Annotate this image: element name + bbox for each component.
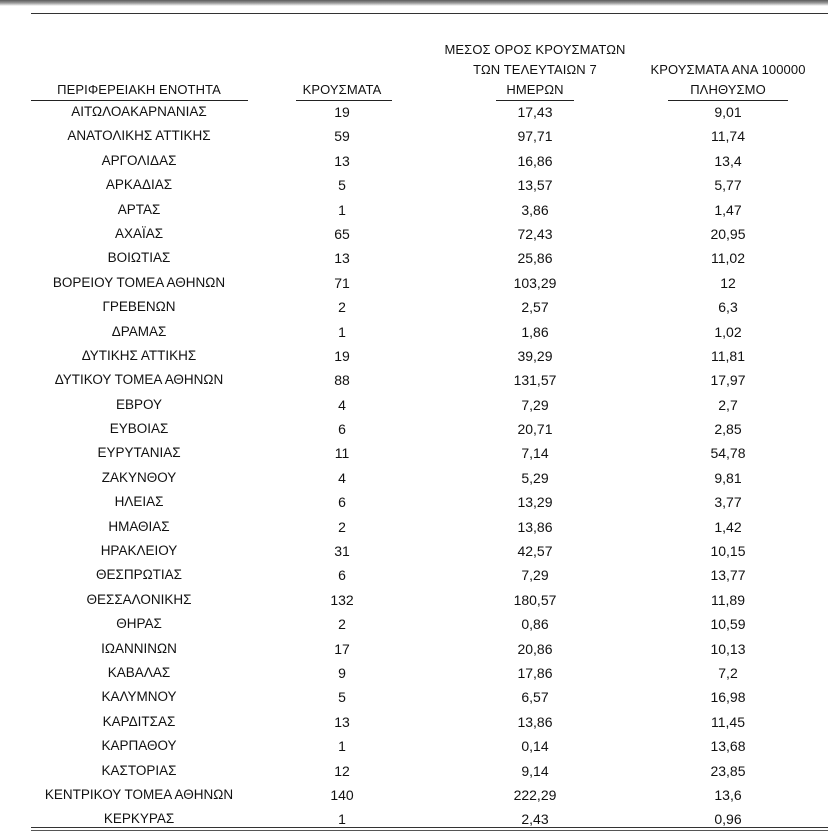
cell-region: ΑΡΚΑΔΙΑΣ xyxy=(105,177,173,193)
table-row xyxy=(0,442,828,466)
table-row xyxy=(0,662,828,686)
table-row xyxy=(0,589,828,613)
cell-per100k: 13,77 xyxy=(710,567,746,584)
cell-per100k: 17,97 xyxy=(710,372,746,389)
header-cases: ΚΡΟΥΣΜΑΤΑ xyxy=(302,82,382,97)
table-row xyxy=(0,735,828,759)
cell-per100k: 13,4 xyxy=(714,152,742,169)
cell-region: ΖΑΚΥΝΘΟΥ xyxy=(101,469,177,485)
header-per100k-line1: ΚΡΟΥΣΜΑΤΑ ΑΝΑ 100000 xyxy=(650,62,806,77)
cell-cases: 31 xyxy=(334,543,350,560)
cell-per100k: 16,98 xyxy=(710,689,746,706)
cell-avg7: 97,71 xyxy=(517,128,553,145)
cell-per100k: 20,95 xyxy=(710,225,746,242)
cell-cases: 2 xyxy=(338,616,346,633)
cell-cases: 2 xyxy=(338,518,346,535)
cell-cases: 19 xyxy=(334,104,350,120)
cell-avg7: 5,29 xyxy=(521,469,549,486)
cell-avg7: 42,57 xyxy=(517,543,553,560)
table-bottom-rule xyxy=(31,827,828,828)
table-row xyxy=(0,101,828,125)
cell-per100k: 5,77 xyxy=(714,177,742,194)
cell-avg7: 222,29 xyxy=(513,786,557,803)
header-avg7-line2: ΤΩΝ ΤΕΛΕΥΤΑΙΩΝ 7 xyxy=(473,62,597,77)
cell-cases: 5 xyxy=(338,689,346,706)
table-row xyxy=(0,369,828,393)
cell-cases: 4 xyxy=(338,469,346,486)
cell-per100k: 1,42 xyxy=(714,518,742,535)
cell-region: ΑΡΤΑΣ xyxy=(117,201,161,217)
cell-region: ΚΑΣΤΟΡΙΑΣ xyxy=(101,762,177,778)
cell-per100k: 11,81 xyxy=(711,347,745,364)
cell-region: ΙΩΑΝΝΙΝΩΝ xyxy=(101,640,177,656)
table-row xyxy=(0,296,828,320)
cell-cases: 12 xyxy=(334,762,350,779)
table-row xyxy=(0,760,828,784)
cell-avg7: 72,43 xyxy=(517,225,553,242)
table-body xyxy=(0,101,828,832)
table-row xyxy=(0,394,828,418)
cell-per100k: 1,02 xyxy=(714,323,742,340)
table-row xyxy=(0,516,828,540)
cell-region: ΚΑΡΔΙΤΣΑΣ xyxy=(102,713,176,729)
table-top-rule xyxy=(31,13,828,14)
cell-avg7: 7,29 xyxy=(521,567,549,584)
cell-avg7: 0,86 xyxy=(521,616,549,633)
cell-cases: 140 xyxy=(330,786,354,803)
cell-per100k: 11,74 xyxy=(711,128,745,145)
cell-region: ΕΥΒΟΙΑΣ xyxy=(109,421,169,437)
cell-region: ΚΕΝΤΡΙΚΟΥ ΤΟΜΕΑ ΑΘΗΝΩΝ xyxy=(44,786,234,802)
cell-region: ΗΡΑΚΛΕΙΟΥ xyxy=(100,543,178,559)
header-region: ΠΕΡΙΦΕΡΕΙΑΚΗ ΕΝΟΤΗΤΑ xyxy=(57,82,221,97)
cell-per100k: 12 xyxy=(720,274,736,291)
cell-region: ΘΕΣΣΑΛΟΝΙΚΗΣ xyxy=(86,591,192,607)
table-row xyxy=(0,223,828,247)
cell-cases: 6 xyxy=(338,494,346,511)
cell-region: ΕΒΡΟΥ xyxy=(115,396,163,412)
cell-cases: 88 xyxy=(334,372,350,389)
cell-cases: 71 xyxy=(334,274,350,291)
header-avg7 xyxy=(430,40,640,100)
cell-avg7: 103,29 xyxy=(513,274,557,291)
cell-cases: 13 xyxy=(334,713,350,730)
table-row xyxy=(0,247,828,271)
table-row xyxy=(0,686,828,710)
cell-avg7: 39,29 xyxy=(517,347,553,364)
cell-avg7: 6,57 xyxy=(521,689,549,706)
cell-avg7: 131,57 xyxy=(513,372,557,389)
header-avg7-line1: ΜΕΣΟΣ ΟΡΟΣ ΚΡΟΥΣΜΑΤΩΝ xyxy=(444,42,626,57)
table-row xyxy=(0,784,828,808)
table-row xyxy=(0,638,828,662)
cell-cases: 6 xyxy=(338,421,346,438)
cell-avg7: 2,57 xyxy=(521,299,549,316)
cell-cases: 1 xyxy=(338,738,346,755)
cell-per100k: 0,96 xyxy=(714,811,742,828)
cell-region: ΘΕΣΠΡΩΤΙΑΣ xyxy=(95,567,183,583)
cell-avg7: 17,86 xyxy=(517,664,553,681)
cell-avg7: 1,86 xyxy=(521,323,549,340)
table-row xyxy=(0,321,828,345)
cell-cases: 9 xyxy=(338,664,346,681)
cell-cases: 4 xyxy=(338,396,346,413)
cell-cases: 11 xyxy=(334,445,350,462)
cell-region: ΔΥΤΙΚΟΥ ΤΟΜΕΑ ΑΘΗΝΩΝ xyxy=(54,372,224,388)
cell-per100k: 7,2 xyxy=(718,664,738,681)
header-per100k-line2: ΠΛΗΘΥΣΜΟ xyxy=(690,82,766,97)
window-top-edge xyxy=(0,0,828,6)
cell-avg7: 2,43 xyxy=(521,811,549,828)
cell-per100k: 10,15 xyxy=(710,543,746,560)
cell-cases: 17 xyxy=(334,640,350,657)
table-header xyxy=(0,36,828,100)
cell-region: ΕΥΡΥΤΑΝΙΑΣ xyxy=(97,445,181,461)
cell-avg7: 7,14 xyxy=(521,445,549,462)
cell-per100k: 13,68 xyxy=(710,738,746,755)
cell-cases: 19 xyxy=(334,347,350,364)
cell-cases: 59 xyxy=(334,128,350,145)
table-row xyxy=(0,613,828,637)
cell-per100k: 11,45 xyxy=(711,713,745,730)
cell-per100k: 13,6 xyxy=(714,786,742,803)
cell-per100k: 54,78 xyxy=(710,445,746,462)
header-avg7-line3: ΗΜΕΡΩΝ xyxy=(506,82,564,97)
cell-region: ΔΡΑΜΑΣ xyxy=(111,323,167,339)
cell-cases: 5 xyxy=(338,177,346,194)
cell-region: ΑΝΑΤΟΛΙΚΗΣ ΑΤΤΙΚΗΣ xyxy=(67,128,211,144)
cell-per100k: 2,7 xyxy=(718,396,738,413)
cell-per100k: 11,89 xyxy=(711,591,745,608)
cell-region: ΑΡΓΟΛΙΔΑΣ xyxy=(101,152,177,168)
cell-region: ΓΡΕΒΕΝΩΝ xyxy=(102,299,176,315)
cell-per100k: 11,02 xyxy=(711,250,745,267)
cell-cases: 2 xyxy=(338,299,346,316)
table-row xyxy=(0,418,828,442)
cell-per100k: 10,13 xyxy=(710,640,746,657)
cell-cases: 65 xyxy=(334,225,350,242)
cell-avg7: 13,86 xyxy=(517,713,553,730)
cell-region: ΚΑΒΑΛΑΣ xyxy=(107,664,171,680)
cell-region: ΔΥΤΙΚΗΣ ΑΤΤΙΚΗΣ xyxy=(81,347,197,363)
cell-region: ΚΑΛΥΜΝΟΥ xyxy=(101,689,177,705)
cell-cases: 1 xyxy=(338,201,346,218)
cell-cases: 1 xyxy=(338,323,346,340)
cell-per100k: 1,47 xyxy=(714,201,742,218)
table-row xyxy=(0,345,828,369)
cell-cases: 132 xyxy=(330,591,354,608)
cell-region: ΗΛΕΙΑΣ xyxy=(114,494,164,510)
cell-region: ΚΑΡΠΑΘΟΥ xyxy=(101,738,177,754)
table-row xyxy=(0,199,828,223)
cell-cases: 13 xyxy=(334,250,350,267)
table-row xyxy=(0,467,828,491)
header-per100k xyxy=(628,60,828,100)
table-row xyxy=(0,491,828,515)
cell-region: ΘΗΡΑΣ xyxy=(116,616,162,632)
cell-avg7: 25,86 xyxy=(517,250,553,267)
table-row xyxy=(0,174,828,198)
table-row xyxy=(0,808,828,832)
cell-avg7: 7,29 xyxy=(521,396,549,413)
cell-region: ΗΜΑΘΙΑΣ xyxy=(108,518,170,534)
table-row xyxy=(0,125,828,149)
table-row xyxy=(0,272,828,296)
cell-avg7: 20,71 xyxy=(517,421,553,438)
cell-region: ΑΧΑΪΑΣ xyxy=(114,225,164,241)
cell-per100k: 23,85 xyxy=(710,762,746,779)
cell-region: ΑΙΤΩΛΟΑΚΑΡΝΑΝΙΑΣ xyxy=(71,104,207,119)
table-row xyxy=(0,540,828,564)
cell-avg7: 13,86 xyxy=(517,518,553,535)
cell-cases: 6 xyxy=(338,567,346,584)
cell-region: ΚΕΡΚΥΡΑΣ xyxy=(103,811,175,827)
cell-avg7: 0,14 xyxy=(521,738,549,755)
cell-per100k: 6,3 xyxy=(718,299,738,316)
table-row xyxy=(0,150,828,174)
cell-cases: 1 xyxy=(338,811,346,828)
cell-avg7: 3,86 xyxy=(521,201,549,218)
cell-avg7: 13,29 xyxy=(517,494,553,511)
cell-per100k: 9,81 xyxy=(714,469,742,486)
cell-region: ΒΟΙΩΤΙΑΣ xyxy=(107,250,171,266)
cell-per100k: 10,59 xyxy=(710,616,746,633)
cell-avg7: 13,57 xyxy=(517,177,553,194)
cell-avg7: 17,43 xyxy=(517,104,553,120)
cell-avg7: 9,14 xyxy=(521,762,549,779)
table-row xyxy=(0,564,828,588)
table-row xyxy=(0,711,828,735)
cell-region: ΒΟΡΕΙΟΥ ΤΟΜΕΑ ΑΘΗΝΩΝ xyxy=(52,274,226,290)
cell-avg7: 20,86 xyxy=(517,640,553,657)
cell-avg7: 180,57 xyxy=(513,591,557,608)
cell-cases: 13 xyxy=(334,152,350,169)
table-bottom-rule-2 xyxy=(31,830,828,831)
cell-per100k: 3,77 xyxy=(714,494,742,511)
cell-per100k: 9,01 xyxy=(714,104,742,120)
cell-avg7: 16,86 xyxy=(517,152,553,169)
cell-per100k: 2,85 xyxy=(714,421,742,438)
